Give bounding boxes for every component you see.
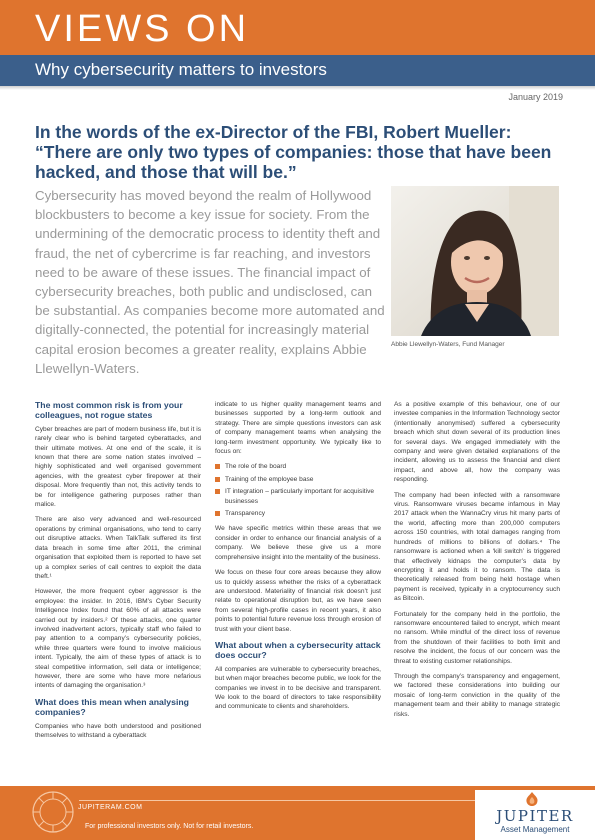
masthead-shadow [0, 86, 595, 90]
masthead-title: VIEWS ON [35, 8, 250, 50]
article-column-2 [215, 400, 381, 718]
section-heading-attack-occurs: What about when a cybersecurity attack does occur? [215, 639, 381, 661]
masthead [0, 0, 595, 86]
list-item-text: Training of the employee base [225, 475, 314, 483]
list-item-text: The role of the board [225, 463, 287, 471]
masthead-subtitle-band [0, 55, 595, 86]
jupiter-emblem-icon [31, 790, 75, 834]
list-item-text: IT integration – particularly important for acquisitive businesses [225, 488, 375, 505]
body-paragraph: However, the more frequent cyber aggressor is the employee: the insider. In 2016, IBM’s Cyber Security Intelligence Index found that 60% of all attacks were carried out by insiders.² Of these attacks, one quarter involved inadvertent actors, typically staff who failed to pay attention to a company’s cybersecurity policies, while three quarters were found to involve malicious intent. Typically, the aim of these types of attack is to steal competitive information, sell data or intelligence; however, there are some who have more nefarious intents of damaging the organisation.³ [35, 588, 201, 690]
logo-tagline: Asset Management [500, 825, 570, 834]
list-item [215, 475, 381, 484]
article-column-1 [35, 400, 201, 746]
body-paragraph: The company had been infected with a ransomware virus. Ransomware viruses became infamous in May 2017 attack when the WannaCry virus hit many parts of the world, affecting more than 200,000 computers across 150 countries, with total damages ranging from hundreds of millions to billions of dollars.⁴ The ransomware is actioned when a ‘kill switch’ is triggered that effectively kidnaps the computer’s data by encrypting it and holds it to ransom. The data is theoretically released from being held hostage when payment is received, typically in a cryptocurrency such as Bitcoin. [394, 491, 560, 603]
list-item [215, 487, 381, 506]
jupiter-logo [475, 790, 595, 840]
focus-areas-list [215, 462, 381, 518]
body-paragraph: There are also very advanced and well-resourced operations by criminal organisations, who tend to carry out disruptive attacks. When TalkTalk suffered its first data breach in some time after 2011, the criminal organisation that exploited them is reported to have set up a complex series of call centres to exploit the data theft.¹ [35, 516, 201, 580]
list-item [215, 462, 381, 471]
website-link[interactable]: JUPITERAM.COM [78, 804, 143, 811]
bullet-square-icon [215, 489, 220, 494]
footer-divider [35, 800, 475, 801]
author-photo [391, 186, 559, 336]
body-paragraph: All companies are vulnerable to cybersecurity breaches, but when major breaches become public, we look for the companies we invest in to be decisive and transparent. We look to the board of directors to take responsibility and communicate to clients and shareholders. [215, 665, 381, 711]
photo-caption: Abbie Llewellyn-Waters, Fund Manager [391, 341, 505, 348]
body-paragraph: As a positive example of this behaviour, one of our investee companies in the Information Technology sector (intentionally anonymised) suffered a cybersecurity breach which shut down several of its production lines for several days. We engaged immediately with the company and were given detailed explanations of the incident, allowing us to assess the financial and client impact, and above all, how the company was responding. [394, 401, 560, 484]
headline: In the words of the ex-Director of the FBI, Robert Mueller: “There are only two types of companies: those that have been hacked, and those that will be.” [35, 122, 552, 182]
logo-wordmark: JUPITER [496, 807, 574, 825]
list-item-text: Transparency [225, 510, 266, 518]
body-paragraph: Through the company’s transparency and engagement, we factored these considerations into building our mosaic of long-term conviction in the quality of the management team and their ability to manage strategic risks. [394, 672, 560, 718]
logo-flame-icon [523, 792, 541, 806]
lead-paragraph: Cybersecurity has moved beyond the realm of Hollywood blockbusters to become a key issue for society. From the undermining of the democratic process to identity theft and fraud, the net of cybercrime is far reaching, and investors need to be aware of these issues. The financial impact of cybersecurity breaches, both public and undisclosed, can be substantial. As companies become more automated and digitally-connected, the potential for increasingly material capital erosion becomes a greater reality, explains Abbie Llewellyn-Waters. [35, 188, 385, 376]
body-paragraph: We have specific metrics within these areas that we consider in order to enhance our financial analysis of a company. We believe these give us a more comprehensive insight into the mentality of the business. [215, 525, 381, 561]
list-item [215, 509, 381, 518]
body-paragraph: indicate to us higher quality management teams and businesses supported by a long-term outlook and strategy. There are simple questions investors can ask of company management teams when analysing the long-term investment opportunity. We typically like to focus on: [215, 401, 381, 456]
bullet-square-icon [215, 464, 220, 469]
publication-date: January 2019 [508, 92, 563, 102]
bullet-square-icon [215, 511, 220, 516]
bullet-square-icon [215, 477, 220, 482]
article-column-3 [394, 400, 560, 725]
masthead-subtitle: Why cybersecurity matters to investors [35, 60, 327, 79]
disclaimer-text: For professional investors only. Not for retail investors. [85, 823, 254, 830]
author-portrait-image [391, 186, 559, 336]
body-paragraph: Cyber breaches are part of modern business life, but it is rarely clear who is behind targeted cyberattacks, and their ultimate motives. At one end of the scale, it is known that there are some nation states involved – highly sophisticated and well organised government agencies, with the greatest cyber firepower at their disposal. More frequently than not, this activity tends to be for intelligence gathering purposes rather than malice. [35, 425, 201, 509]
body-paragraph: Fortunately for the company held in the portfolio, the ransomware encountered failed to encrypt, which meant no ransom. While mindful of the direct loss of revenue from the shutdown of their facilities to both limit and resolve the incident, the focus of our concern was the threat to existing customer relationships. [394, 610, 560, 665]
section-heading-analysing-companies: What does this mean when analysing companies? [35, 696, 189, 718]
body-paragraph: We focus on these four core areas because they allow us to quickly assess whether the risks of a cyberattack are understood. Materiality of financial risk doesn’t just relate to operational disruption but, as we have seen from several high-profile cases in recent years, it also points to potential future revenue loss through erosion of trust with your client base. [215, 569, 381, 633]
section-heading-common-risk: The most common risk is from your colleagues, not rogue states [35, 400, 183, 421]
body-paragraph: Companies who have both understood and positioned themselves to withstand a cyberattack [35, 722, 201, 739]
